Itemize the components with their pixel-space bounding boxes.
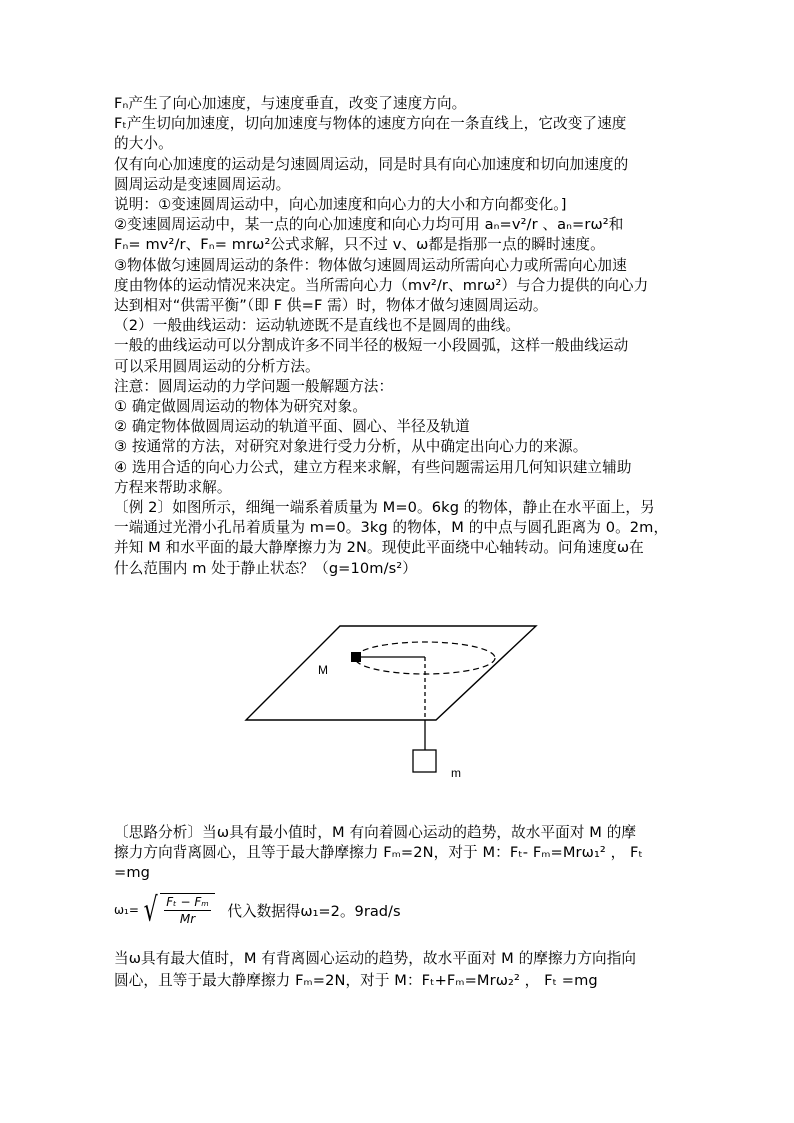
text-line: 达到相对“供需平衡”（即 F 供=F 需）时，物体才做匀速圆周运动。 <box>114 297 548 315</box>
text-line: 并知 M 和水平面的最大静摩擦力为 2N。现使此平面绕中心轴转动。问角速度ω在 <box>114 539 644 557</box>
text-line: ② 确定物体做圆周运动的轨道平面、圆心、半径及轨道 <box>114 418 470 436</box>
block-M <box>351 652 361 662</box>
text-line: 说明：①变速圆周运动中，向心加速度和向心力的大小和方向都变化。] <box>114 196 567 214</box>
max-omega-section <box>114 948 694 992</box>
text-line: Fₜ产生切向加速度，切向加速度与物体的速度方向在一条直线上，它改变了速度 <box>114 115 627 133</box>
label-m: m <box>451 766 461 780</box>
text-line: ②变速圆周运动中，某一点的向心加速度和向心力均可用 aₙ=v²/r 、aₙ=rω²和 <box>114 216 624 234</box>
formula-lhs: ω₁= <box>114 903 139 917</box>
numerator: Fₜ − Fₘ <box>166 895 209 909</box>
text-line: Fₙ产生了向心加速度，与速度垂直，改变了速度方向。 <box>114 95 467 112</box>
text-line: 可以采用圆周运动的分析方法。 <box>114 357 320 375</box>
analysis-section <box>114 823 694 884</box>
text-line: ③物体做匀速圆周运动的条件：物体做匀速圆周运动所需向心力或所需向心加速 <box>114 256 627 274</box>
formula-result: 代入数据得ω₁=2。9rad/s <box>227 902 401 920</box>
text-line: 方程来帮助求解。 <box>114 478 232 496</box>
label-M: M <box>318 663 328 677</box>
text-line: 度由物体的运动情况来决定。当所需向心力（mv²/r、mrω²）与合力提供的向心力 <box>114 276 649 294</box>
text-line: ④ 选用合适的向心力公式，建立方程来求解，有些问题需运用几何知识建立辅助 <box>114 458 632 476</box>
text-line: 圆心，且等于最大静摩擦力 Fₘ=2N，对于 M：Fₜ+Fₘ=Mrω₂² ， Fₜ =mg <box>114 972 598 989</box>
horizontal-plane <box>246 626 536 720</box>
text-line: 仅有向心加速度的运动是匀速圆周运动，同是时具有向心加速度和切向加速度的 <box>114 155 629 173</box>
sqrt-sign: √ <box>143 891 158 929</box>
text-line: 〔思路分析〕当ω具有最小值时，M 有向着圆心运动的趋势，故水平面对 M 的摩 <box>114 824 637 841</box>
text-line: 的大小。 <box>114 135 173 153</box>
text-line: 一端通过光滑小孔吊着质量为 m=0。3kg 的物体，M 的中点与圆孔距离为 0。2m， <box>114 519 669 537</box>
text-line: 擦力方向背离圆心，且等于最大静摩擦力 Fₘ=2N，对于 M：Fₜ- Fₘ=Mrω₁² ， Fₜ <box>114 844 643 862</box>
text-line: 〔例 2〕如图所示，细绳一端系着质量为 M=0。6kg 的物体，静止在水平面上，另 <box>114 499 655 517</box>
text-line: =mg <box>114 864 151 882</box>
text-line: ③ 按通常的方法，对研究对象进行受力分析，从中确定出向心力的来源。 <box>114 438 588 456</box>
text-line: 注意：圆周运动的力学问题一般解题方法： <box>114 377 394 395</box>
block-m <box>413 750 436 772</box>
text-line: 圆周运动是变速圆周运动。 <box>114 175 291 193</box>
text-line: 什么范围内 m 处于静止状态？（g=10m/s²） <box>114 559 417 577</box>
rotating-plane-diagram <box>240 620 540 790</box>
text-line: 当ω具有最大值时，M 有背离圆心运动的趋势，故水平面对 M 的摩擦力方向指向 <box>114 950 637 967</box>
text-line: 一般的曲线运动可以分割成许多不同半径的极短一小段圆弧，这样一般曲线运动 <box>114 337 629 355</box>
physics-figure <box>240 620 540 790</box>
denominator: Mr <box>179 912 196 926</box>
text-line: Fₙ= mv²/r、Fₙ= mrω²公式求解，只不过 v、ω都是指那一点的瞬时速度。 <box>114 236 605 254</box>
text-body <box>114 94 694 579</box>
text-line: ① 确定做圆周运动的物体为研究对象。 <box>114 398 368 416</box>
fraction <box>160 893 215 927</box>
text-line: （2）一般曲线运动：运动轨迹既不是直线也不是圆周的曲线。 <box>114 317 521 335</box>
omega-formula <box>114 893 401 933</box>
